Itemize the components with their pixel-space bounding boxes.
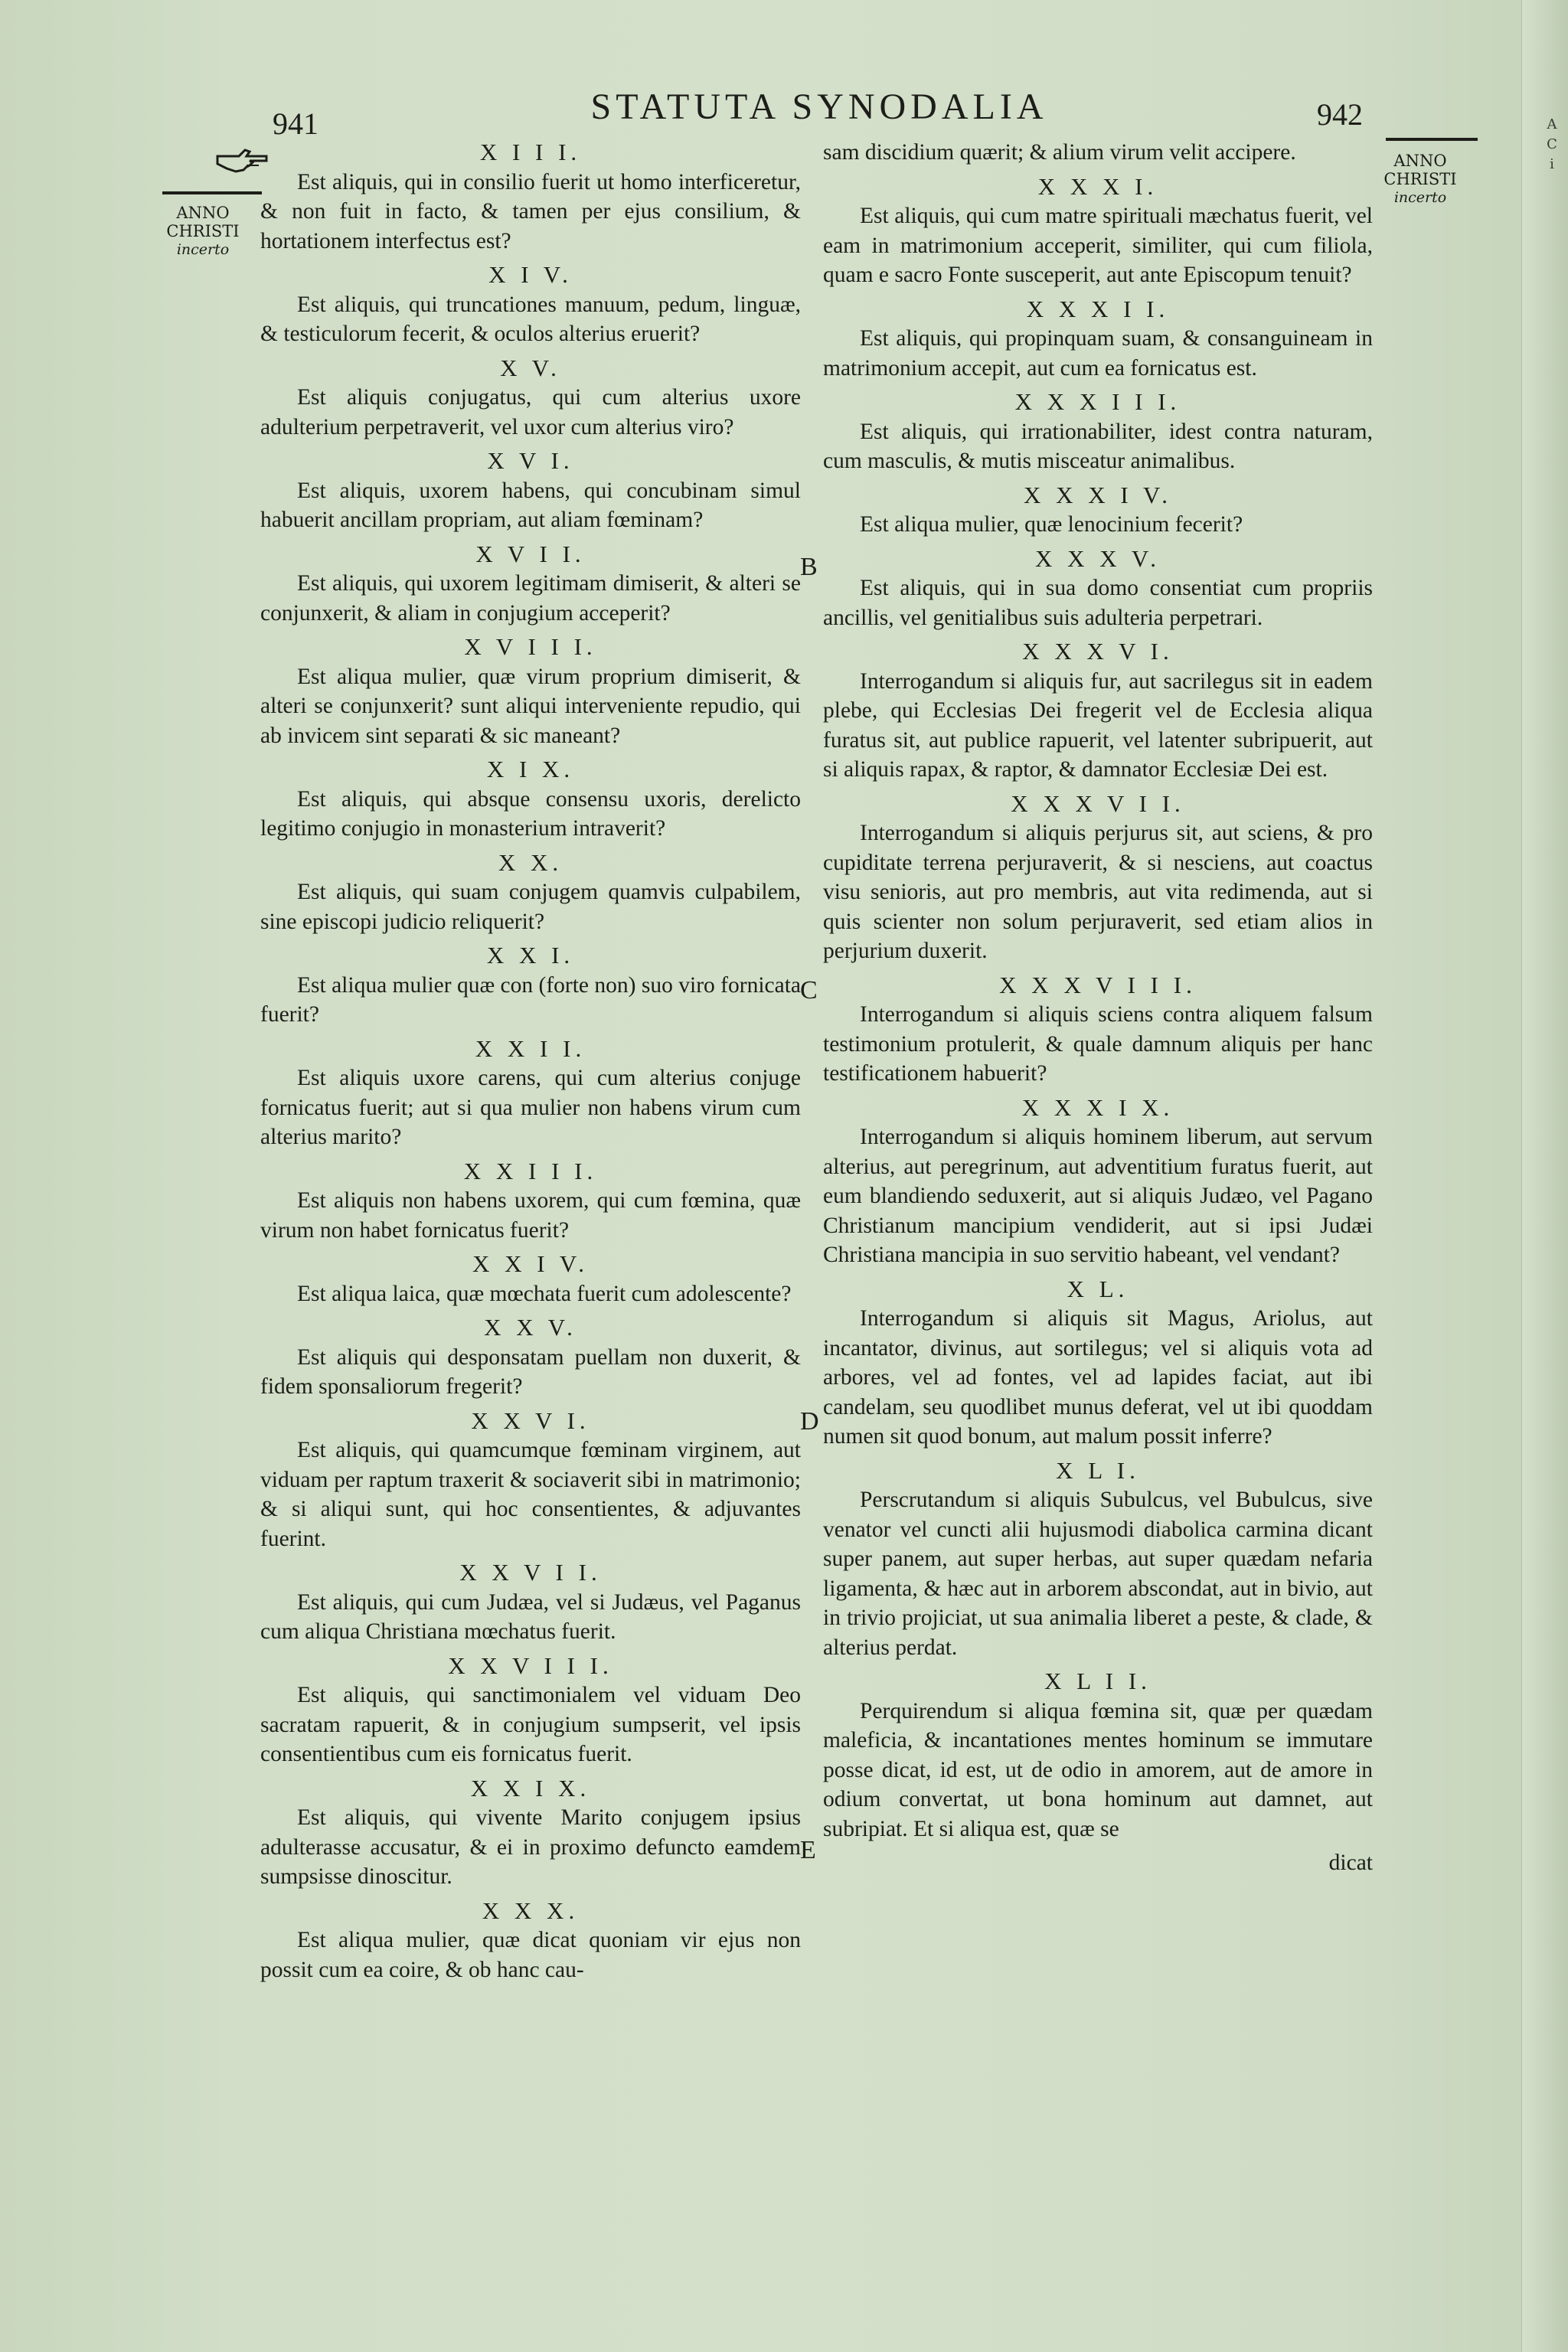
section-text: Est aliquis, qui propinquam suam, & consanguineam in matrimonium accepit, aut cum ea fornicatus est. [823, 326, 1373, 381]
edge-letters [1540, 115, 1563, 175]
section-letter-e: E [800, 1836, 816, 1864]
section-text: Est aliquis uxore carens, qui cum alterius conjuge fornicatus fuerit; aut si qua mulier non habens virum cum alterius marito? [260, 1066, 801, 1149]
section-text: Interrogandum si aliquis perjurus sit, aut sciens, & pro cupiditate terrena perjuraverit, & si nesciens, aut coactus visu senioris, aut pro membris, aut vita redimenda, aut si quis scienter non solum perjuraverit, sed etiam alios in perjurium duxerit. [823, 821, 1373, 963]
section-text: Est aliquis, uxorem habens, qui concubinam simul habuerit ancillam propriam, aut aliam fœminam? [260, 478, 801, 532]
section [823, 295, 1373, 384]
section-number: X L. [1067, 1275, 1129, 1302]
edge-letter: C [1547, 136, 1557, 152]
section-text: Est aliqua mulier, quæ virum proprium dimiserit, & alteri se conjunxerit? sunt aliqui interveniente repudio, qui ab invicem sint separati & sic maneant? [260, 664, 801, 748]
section-text: Est aliqua mulier quæ con (forte non) suo viro fornicata fuerit? [260, 972, 801, 1027]
section [260, 138, 801, 256]
margin-note-christi: CHRISTI [166, 222, 240, 240]
right-column [823, 138, 1373, 1878]
catchword: dicat [1328, 1851, 1373, 1875]
section-number: X X X V I I I. [999, 971, 1197, 998]
margin-note-incerto: incerto [1393, 189, 1447, 206]
section-number: X X I V. [472, 1250, 589, 1277]
section-text: Est aliquis, qui cum matre spirituali mæchatus fuerit, vel eam in matrimonium acceperit, similiter, qui cum filiola, quam e sacro Fonte susceperit, aut ante Episcopum tenuit? [823, 204, 1373, 287]
section-number: X V I. [487, 447, 574, 474]
section-number: X X V I I. [459, 1559, 602, 1586]
section [260, 1774, 801, 1892]
section [823, 1093, 1373, 1270]
section-number: X X I I. [475, 1034, 586, 1062]
section-number: X V I I I. [464, 633, 597, 660]
section-text: Est aliquis, qui irrationabiliter, idest contra naturam, cum masculis, & mutis misceatur animalibus. [823, 419, 1373, 473]
section-letter-d: D [800, 1407, 819, 1436]
section [823, 1667, 1373, 1844]
edge-letter: i [1550, 156, 1554, 172]
section-text: Interrogandum si aliquis fur, aut sacrilegus sit in eadem plebe, qui Ecclesias Dei fregerit vel de Ecclesia aliqua furatus sit, aut publice rapuerit, vel latenter subripuerit, aut si aliquis rapax, & raptor, & damnator Ecclesiæ Dei est. [823, 668, 1373, 782]
section-number: X X V. [484, 1314, 577, 1341]
section [260, 848, 801, 937]
section-number: X X. [498, 848, 564, 876]
section-number: X I I I. [479, 139, 582, 165]
section-number: X X I I I. [463, 1157, 598, 1184]
left-column [260, 138, 801, 1989]
section-text: Est aliquis, qui truncationes manuum, pedum, linguæ, & testiculorum fecerit, & oculos alterius eruerit? [260, 292, 801, 346]
section [260, 1896, 801, 1985]
section-number: X X V I. [471, 1406, 590, 1434]
section [823, 1275, 1373, 1452]
section-number: X X X I I I. [1014, 388, 1181, 415]
section [823, 544, 1373, 633]
section [823, 1456, 1373, 1663]
section-number: X V I I. [475, 540, 586, 567]
page-number-left: 941 [273, 106, 318, 141]
continuation-text: sam discidium quærit; & alium virum velit accipere. [823, 140, 1296, 165]
section-number: X X I X. [470, 1774, 591, 1802]
section [260, 1157, 801, 1246]
margin-note-anno: ANNO [1393, 152, 1447, 170]
margin-note-left [157, 204, 249, 259]
section-number: X X X V. [1035, 544, 1161, 572]
section [260, 1651, 801, 1769]
section [823, 172, 1373, 290]
section-text: Est aliquis, qui quamcumque fœminam virginem, aut viduam per raptum traxerit & sociaverit sibi in matrimonio; & si aliqui sunt, qui hoc consentientes, & adjuvantes fuerint. [260, 1438, 801, 1551]
section-text: Est aliquis, qui sanctimonialem vel viduam Deo sacratam rapuerit, & in conjugium sumpserit, vel ipsis consentientibus cum eis fornicatus fuerit. [260, 1683, 801, 1766]
section [260, 1406, 801, 1554]
section [260, 354, 801, 443]
adjacent-page-edge [1521, 0, 1568, 2352]
section-number: X L I I. [1044, 1668, 1152, 1694]
section [823, 481, 1373, 540]
section [260, 755, 801, 844]
section-text: Est aliqua laica, quæ mœchata fuerit cum adolescente? [297, 1281, 792, 1306]
section-text: Est aliquis, qui in consilio fuerit ut homo interficeretur, & non fuit in facto, & tamen per ejus consilium, & hortationem interfectus est? [260, 169, 801, 253]
section-text: Perquirendum si aliqua fœmina sit, quæ per quædam maleficia, & incantationes mentes hominum se immutare posse dicat, id est, ut de odio in amorem, aut de amore in odium convertat, ut bona hominum aut damnet, aut subripiat. Et si aliqua est, quæ se [823, 1698, 1373, 1841]
section-number: X X X I. [1037, 172, 1158, 200]
section-text: Interrogandum si aliquis hominem liberum, aut servum alterius, aut peregrinum, aut adventitium furatus fuerit, aut eum blandiendo seduxerit, aut si aliquis Judæo, vel Pagano Christianum mancipium vendiderit, aut si ipsi Judæi Christiana mancipia in suo servitio habeant, vel vendant? [823, 1125, 1373, 1267]
section-text: Est aliquis conjugatus, qui cum alterius uxore adulterium perpetraverit, vel uxor cum alterius viro? [260, 385, 801, 439]
section-text: Perscrutandum si aliquis Subulcus, vel Bubulcus, sive venator vel cuncti alii hujusmodi diabolica carmina dicant super panem, aut super herbas, aut super quædam nefaria ligamenta, & hæc aut in arborem abscondat, aut in bivio, aut in trivio projiciat, ut sua animalia liberet a peste, & clade, & alterius perdat. [823, 1488, 1373, 1660]
section-text: Est aliquis, qui vivente Marito conjugem ipsius adulterasse accusatur, & ei in proximo defuncto eamdem sumpsisse dinoscitur. [260, 1805, 801, 1889]
section-text: Est aliquis non habens uxorem, qui cum fœmina, quæ virum non habet fornicatus fuerit? [260, 1188, 801, 1243]
section-text: Est aliqua mulier, quæ dicat quoniam vir ejus non possit cum ea coire, & ob hanc cau- [260, 1928, 801, 1982]
margin-note-incerto: incerto [176, 241, 230, 258]
section-number: X X X I V. [1023, 481, 1173, 508]
section-text: Est aliquis, qui cum Judæa, vel si Judæus, vel Paganus cum aliqua Christiana mœchatus fuerit. [260, 1589, 801, 1644]
section [823, 637, 1373, 785]
margin-rule-left [162, 191, 262, 194]
section-text: Interrogandum si aliquis sit Magus, Ariolus, aut incantator, divinus, aut sortilegus; vel si aliquis vota ad arbores, vel ad fontes, vel ad lapides faciat, aut ibi candelam, seu quodlibet munus deferat, vel ut ibi quoddam numen sit quod bonum, aut malum possit inferre? [823, 1306, 1373, 1449]
section-number: X X X I X. [1021, 1093, 1174, 1121]
section [260, 1034, 801, 1152]
section-number: X I V. [488, 261, 573, 288]
section [260, 1558, 801, 1647]
section-text: Est aliqua mulier, quæ lenocinium fecerit? [860, 512, 1243, 537]
section-number: X V. [500, 354, 561, 381]
section [260, 540, 801, 629]
section-text: Est aliquis, qui uxorem legitimam dimiserit, & alteri se conjunxerit, & aliam in conjugium acceperit? [260, 571, 801, 626]
section-number: X X V I I I. [448, 1651, 613, 1679]
section [260, 446, 801, 535]
section-text: Interrogandum si aliquis sciens contra aliquem falsum testimonium protulerit, & quale damnum aliquis per hanc testificationem habuerit? [823, 1002, 1373, 1086]
section-number: X X I. [486, 942, 575, 969]
section [823, 387, 1373, 476]
section [823, 971, 1373, 1089]
section-number: X I X. [486, 756, 575, 782]
margin-note-right [1374, 152, 1466, 207]
page-header [260, 86, 1378, 141]
running-title: STATUTA SYNODALIA [590, 87, 1048, 127]
section-number: X L I. [1056, 1456, 1140, 1484]
edge-letter: A [1547, 116, 1557, 132]
section-text: Est aliquis, qui suam conjugem quamvis culpabilem, sine episcopi judicio reliquerit? [260, 880, 801, 934]
section-letter-c: C [800, 976, 818, 1004]
margin-note-christi: CHRISTI [1383, 170, 1457, 188]
section [260, 1250, 801, 1308]
section-number: X X X V I. [1022, 638, 1174, 665]
section-number: X X X I I. [1026, 295, 1170, 322]
section [260, 632, 801, 750]
section [260, 941, 801, 1030]
section-number: X X X V I I. [1011, 789, 1185, 817]
section [260, 260, 801, 349]
section-number: X X X. [482, 1896, 580, 1924]
margin-note-anno: ANNO [176, 204, 230, 222]
section [823, 789, 1373, 966]
page-number-right: 942 [1317, 97, 1363, 132]
section-letter-b: B [800, 553, 818, 581]
margin-rule-right [1386, 138, 1478, 141]
section-text: Est aliquis, qui in sua domo consentiat cum propriis ancillis, vel genitialibus suis adulteria perpetrari. [823, 576, 1373, 630]
section [260, 1313, 801, 1402]
section-text: Est aliquis qui desponsatam puellam non duxerit, & fidem sponsaliorum fregerit? [260, 1344, 801, 1399]
section-text: Est aliquis, qui absque consensu uxoris, derelicto legitimo conjugio in monasterium intraverit? [260, 786, 801, 841]
